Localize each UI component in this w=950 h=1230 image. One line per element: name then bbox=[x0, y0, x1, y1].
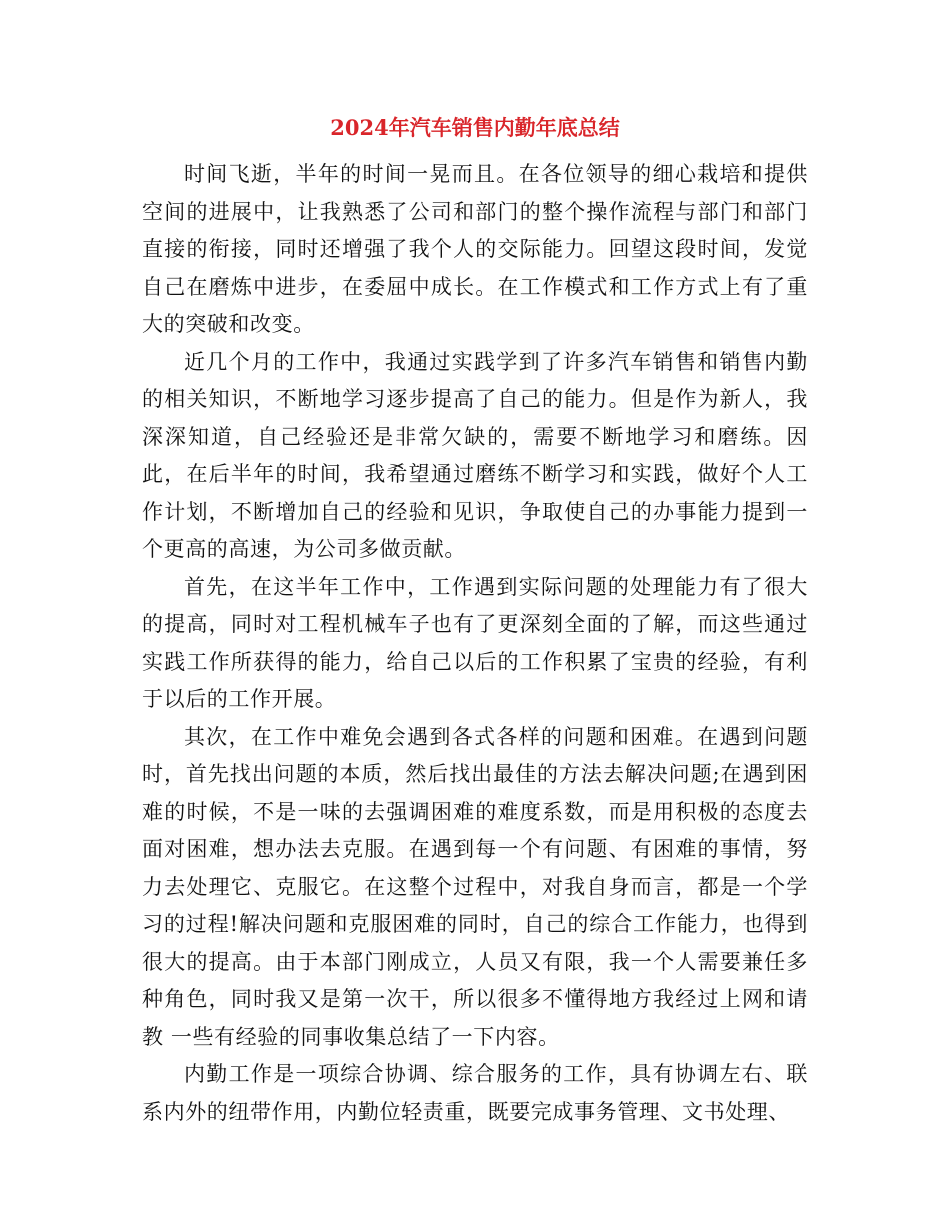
paragraph-1: 时间飞逝，半年的时间一晃而且。在各位领导的细心栽培和提供空间的进展中，让我熟悉了公司和部门的整个操作流程与部门和部门直接的衔接，同时还增强了我个人的交际能力。回望这段时间，发觉自己在磨炼中进步，在委屈中成长。在工作模式和工作方式上有了重大的突破和改变。 bbox=[142, 162, 808, 336]
document-title: 2024年汽车销售内勤年底总结 bbox=[330, 115, 620, 140]
paragraph-5: 内勤工作是一项综合协调、综合服务的工作，具有协调左右、联系内外的纽带作用，内勤位轻责重，既要完成事务管理、文书处理、 bbox=[142, 1062, 808, 1124]
paragraph-4: 其次，在工作中难免会遇到各式各样的问题和困难。在遇到问题时，首先找出问题的本质，然后找出最佳的方法去解决问题;在遇到困难的时候，不是一味的去强调困难的难度系数，而是用积极的态度去面对困难，想办法去克服。在遇到每一个有问题、有困难的事情，努力去处理它、克服它。在这整个过程中，对我自身而言，都是一个学习的过程!解决问题和克服困难的同时，自己的综合工作能力，也得到很大的提高。由于本部门刚成立，人员又有限，我一个人需要兼任多种角色，同时我又是第一次干，所以很多不懂得地方我经过上网和请教 一些有经验的同事收集总结了一下内容。 bbox=[142, 724, 808, 1049]
paragraph-3: 首先，在这半年工作中，工作遇到实际问题的处理能力有了很大的提高，同时对工程机械车子也有了更深刻全面的了解，而这些通过实践工作所获得的能力，给自己以后的工作积累了宝贵的经验，有利于以后的工作开展。 bbox=[142, 574, 808, 711]
paragraph-2: 近几个月的工作中，我通过实践学到了许多汽车销售和销售内勤的相关知识，不断地学习逐步提高了自己的能力。但是作为新人，我深深知道，自己经验还是非常欠缺的，需要不断地学习和磨练。因此，在后半年的时间，我希望通过磨练不断学习和实践，做好个人工作计划，不断增加自己的经验和见识，争取使自己的办事能力提到一个更高的高速，为公司多做贡献。 bbox=[142, 349, 808, 561]
document-body bbox=[142, 156, 808, 1131]
